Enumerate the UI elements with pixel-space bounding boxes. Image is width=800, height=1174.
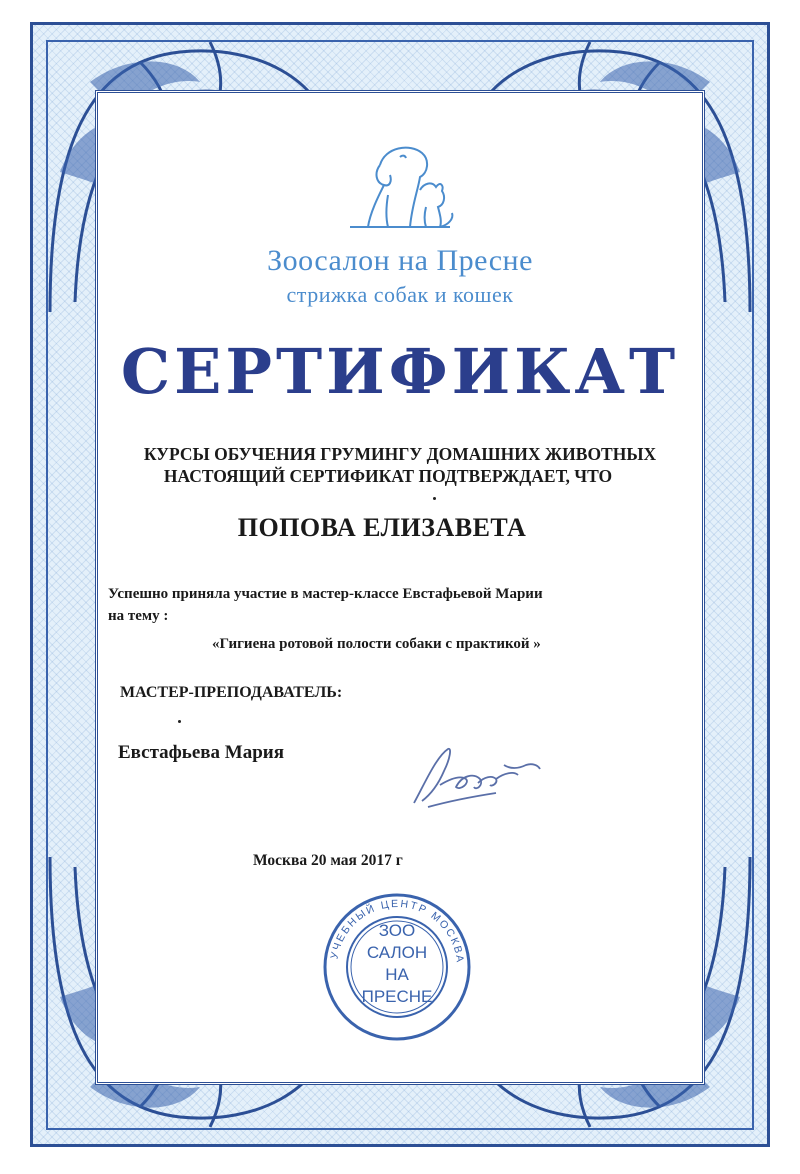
master-name: Евстафьева Мария [118,742,285,763]
stamp-ring-text: УЧЕБНЫЙ ЦЕНТР МОСКВА [328,897,467,965]
place-and-date: Москва 20 мая 2017 г [253,852,403,869]
stamp [322,892,472,1042]
course-line: КУРСЫ ОБУЧЕНИЯ ГРУМИНГУ ДОМАШНИХ ЖИВОТНЫХ [143,444,657,464]
ink-dot [433,497,436,500]
stamp-line-1: ЗОО [378,921,416,940]
participation-text: Успешно приняла участие в мастер-классе Евстафьевой Марии [108,586,543,602]
certificate-title: СЕРТИФИКАТ [120,335,680,408]
brand-name: Зоосалон на Пресне [267,244,533,277]
stamp-line-4: ПРЕСНЕ [361,987,433,1006]
brand-subtitle: стрижка собак и кошек [286,282,514,307]
topic-prefix: на тему : [108,608,169,624]
confirm-line: НАСТОЯЩИЙ СЕРТИФИКАТ ПОДТВЕРЖДАЕТ, ЧТО [163,466,613,486]
stamp-line-2: САЛОН [366,943,428,962]
dog-and-cat-icon [340,135,460,235]
stamp-line-3: НА [385,965,409,984]
master-label: МАСТЕР-ПРЕПОДАВАТЕЛЬ: [120,684,343,701]
signature-icon [400,735,560,815]
topic-text: «Гигиена ротовой полости собаки с практикой » [212,636,541,652]
recipient-name: ПОПОВА ЕЛИЗАВЕТА [237,513,527,542]
ink-dot [178,720,181,723]
